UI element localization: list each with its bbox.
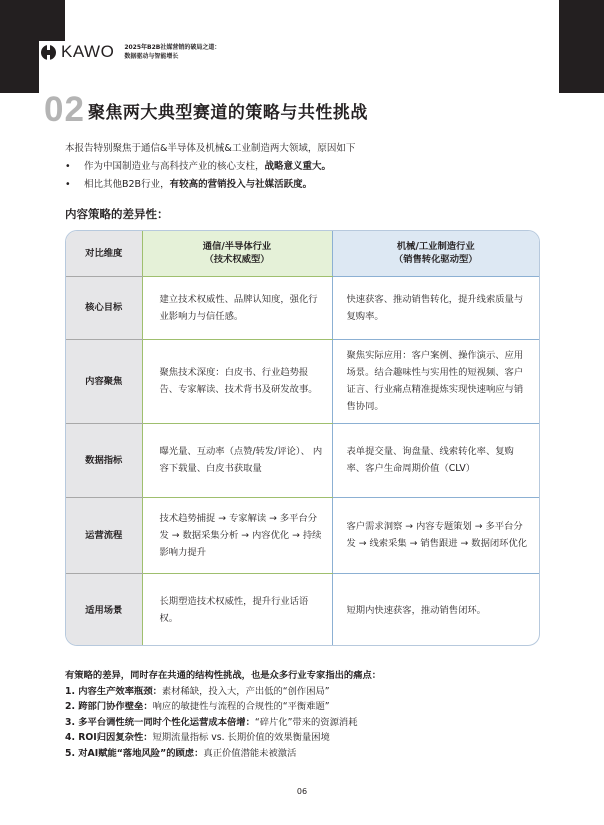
table-row	[66, 276, 539, 339]
cell-semiconductor: 长期塑造技术权威性，提升行业话语权。	[142, 573, 332, 646]
table-row	[66, 573, 539, 646]
challenge-label: 1. 内容生产效率瓶颈：	[65, 685, 162, 697]
header-dimension: 对比维度	[66, 231, 142, 276]
intro-block	[65, 140, 355, 194]
cell-machinery: 客户需求洞察 → 内容专题策划 → 多平台分发 → 线索采集 → 销售跟进 → 数据闭环优化	[332, 497, 539, 573]
intro-lead: 本报告特别聚焦于通信&半导体及机械&工业制造两大领域，原因如下	[65, 143, 356, 154]
header-machinery	[332, 231, 539, 276]
header-dark-block-right	[559, 0, 604, 93]
header-logo	[41, 42, 220, 62]
challenge-item	[65, 684, 381, 700]
table-header-row	[66, 231, 539, 276]
challenge-desc: 素材稀缺，投入大，产出低的“创作困局”	[161, 685, 330, 697]
bullet-text: 相比其他B2B行业，	[84, 179, 170, 190]
challenge-item	[65, 746, 381, 762]
challenge-item	[65, 699, 381, 715]
table-row	[66, 339, 539, 423]
header-semi-subtitle: （技术权威型）	[204, 254, 270, 266]
section-title: 聚焦两大典型赛道的策略与共性挑战	[87, 103, 368, 123]
header-semi-title: 通信/半导体行业	[202, 241, 272, 253]
report-title	[124, 43, 220, 61]
header-dark-block-left	[0, 0, 65, 41]
bullet-text: 作为中国制造业与高科技产业的核心支柱，	[84, 161, 265, 172]
page-number: 06	[296, 787, 308, 796]
challenge-label: 4. ROI归因复杂性：	[65, 732, 153, 743]
header-dark-block-left-lower	[0, 41, 39, 93]
challenge-label: 3. 多平台调性统一同时个性化运营成本倍增：	[65, 716, 255, 728]
intro-bullet	[65, 158, 355, 176]
bullet-emphasis: 战略意义重大。	[264, 161, 332, 172]
challenge-item	[65, 715, 381, 731]
cell-semiconductor: 聚焦技术深度：白皮书、行业趋势报告、专家解读、技术背书及研发故事。	[142, 339, 332, 423]
cell-semiconductor: 技术趋势捕捉 → 专家解读 → 多平台分发 → 数据采集分析 → 内容优化 → 持续影响力提升	[142, 497, 332, 573]
brand-name: KAWO	[61, 42, 115, 61]
cell-machinery: 短期内快速获客，推动销售闭环。	[346, 604, 486, 616]
strategy-comparison-table	[65, 230, 540, 646]
challenges-lead	[65, 668, 381, 684]
challenges-lead-text: 有策略的差异，同时存在共通的结构性挑战，也是众多行业专家指出的痛点：	[65, 670, 382, 681]
cell-machinery: 聚焦实际应用：客户案例、操作演示、应用场景。结合趣味性与实用性的短视频、客户证言、行业痛点精准提炼实现快速响应与销售协同。	[332, 339, 539, 423]
challenge-desc: “碎片化”带来的资源消耗	[254, 716, 358, 728]
challenge-label: 5. 对AI赋能“落地风险”的顾虑：	[65, 747, 204, 759]
header-mech-title: 机械/工业制造行业	[396, 241, 475, 253]
kawo-logo-icon	[41, 45, 56, 60]
cell-semiconductor: 曝光量、互动率（点赞/转发/评论）、 内容下载量、白皮书获取量	[142, 423, 332, 497]
intro-bullet	[65, 176, 355, 194]
report-title-line2: 数据驱动与智能增长	[124, 53, 179, 60]
challenge-desc: 响应的敏捷性与流程的合规性的“平衡难题”	[152, 701, 330, 712]
challenge-item	[65, 730, 381, 746]
challenges-block	[65, 668, 381, 761]
row-dimension: 数据指标	[66, 423, 142, 497]
bullet-emphasis: 有较高的营销投入与社媒活跃度。	[169, 179, 313, 190]
challenge-desc: 短期流量指标 vs. 长期价值的效果衡量困境	[152, 732, 330, 743]
table-row	[66, 497, 539, 573]
cell-machinery: 快速获客、推动销售转化，提升线索质量与复购率。	[332, 276, 539, 339]
table-title: 内容策略的差异性：	[65, 207, 169, 221]
row-dimension: 适用场景	[66, 573, 142, 646]
section-heading	[44, 92, 368, 127]
table-row	[66, 423, 539, 497]
row-dimension: 运营流程	[66, 497, 142, 573]
challenge-desc: 真正价值潜能未被激活	[203, 747, 297, 759]
header-semiconductor	[142, 231, 332, 276]
report-title-line1: 2025年B2B社媒营销的破局之道：	[124, 44, 221, 51]
intro-bullets	[65, 158, 355, 194]
challenge-label: 2. 跨部门协作壁垒：	[65, 701, 153, 712]
row-dimension: 核心目标	[66, 276, 142, 339]
section-number: 02	[44, 90, 85, 129]
cell-semiconductor: 建立技术权威性、品牌认知度，强化行业影响力与信任感。	[142, 276, 332, 339]
cell-machinery: 表单提交量、询盘量、线索转化率、复购率、客户生命周期价值（CLV）	[332, 423, 539, 497]
row-dimension: 内容聚焦	[66, 339, 142, 423]
header-mech-subtitle: （销售转化驱动型）	[393, 254, 478, 266]
